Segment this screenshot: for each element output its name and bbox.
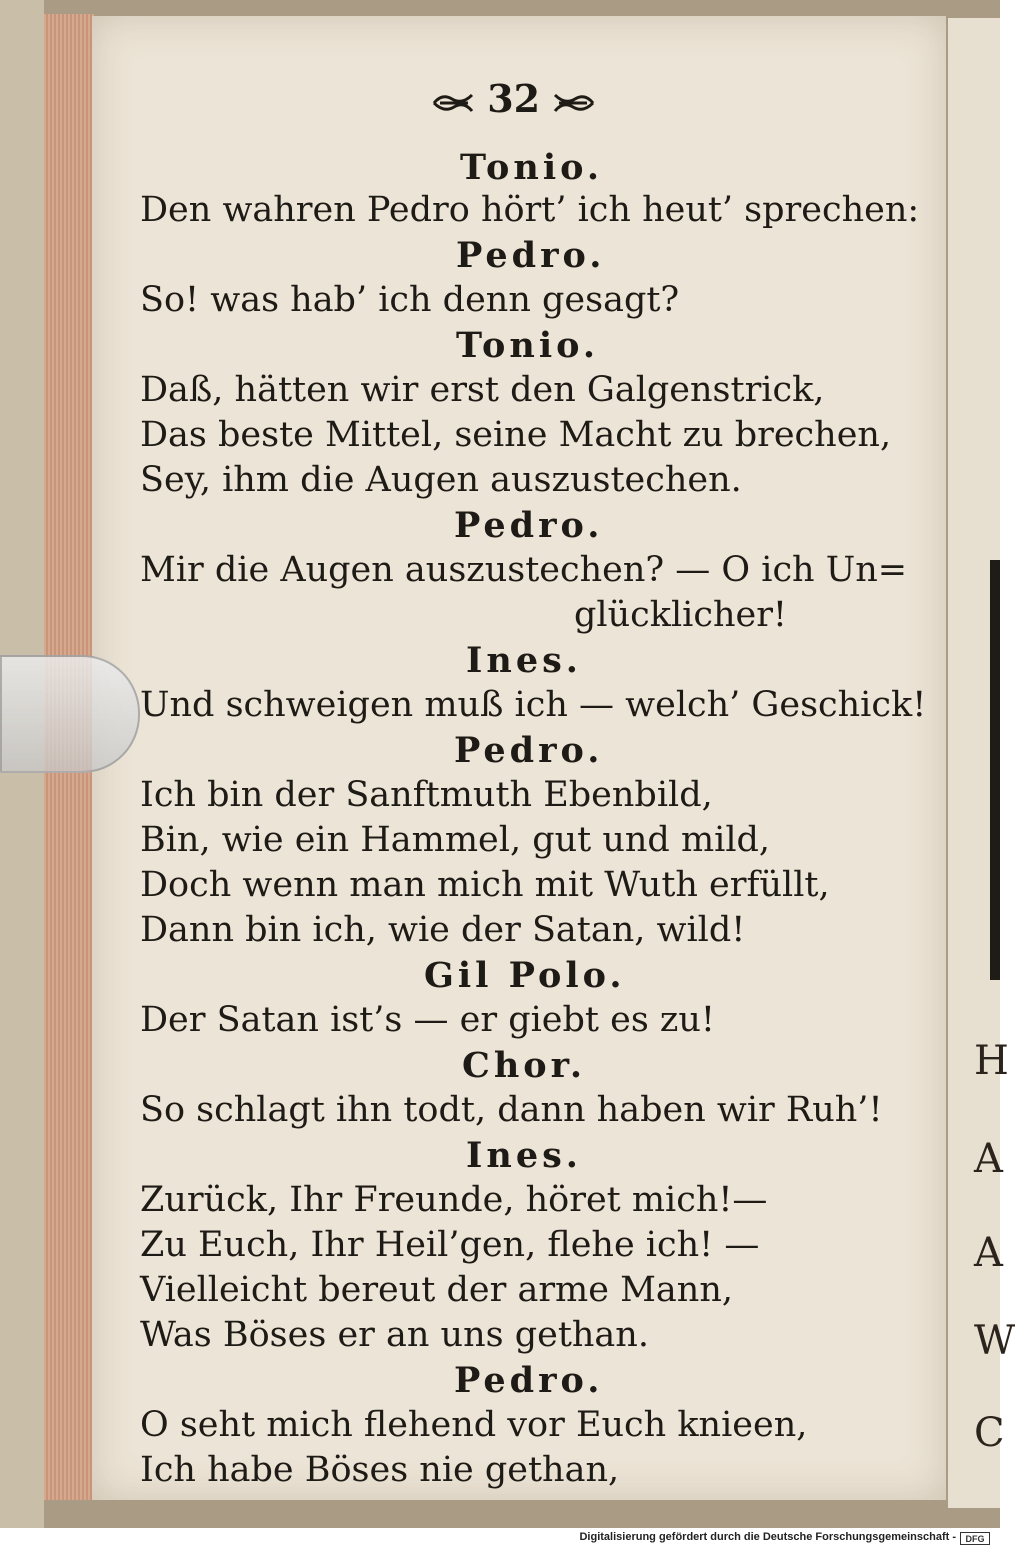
- speaker-name: Gil Polo.: [424, 955, 626, 996]
- page-header: [432, 76, 595, 121]
- speaker-name: Pedro.: [456, 235, 606, 276]
- speaker-name: Pedro.: [454, 1360, 604, 1401]
- page-text: [92, 16, 946, 1500]
- verse-continuation: glücklicher!: [574, 595, 787, 635]
- speaker-name: Ines.: [466, 640, 582, 681]
- facing-page-letter: W: [974, 1318, 1015, 1364]
- facing-page-letter: A: [974, 1230, 1003, 1276]
- verse-line: Zurück, Ihr Freunde, höret mich!—: [140, 1180, 768, 1220]
- verse-line: Ich bin der Sanftmuth Ebenbild,: [140, 775, 713, 815]
- verse-line: So! was hab’ ich denn gesagt?: [140, 280, 680, 320]
- speaker-name: Ines.: [466, 1135, 582, 1176]
- verse-line: Zu Euch, Ihr Heil’gen, flehe ich! —: [140, 1225, 760, 1265]
- verse-line: Sey, ihm die Augen auszustechen.: [140, 460, 742, 500]
- verse-line: Den wahren Pedro hört’ ich heut’ sprechen:: [140, 190, 920, 230]
- page-number: 32: [487, 76, 541, 121]
- verse-line: Vielleicht bereut der arme Mann,: [140, 1270, 734, 1310]
- ornament-right-icon: [553, 91, 595, 115]
- verse-line: So schlagt ihn todt, dann haben wir Ruh’!: [140, 1090, 883, 1130]
- speaker-name: Tonio.: [460, 147, 604, 188]
- verse-line: Doch wenn man mich mit Wuth erfüllt,: [140, 865, 830, 905]
- verse-line: Daß, hätten wir erst den Galgenstrick,: [140, 370, 825, 410]
- facing-page-letter: H: [974, 1038, 1009, 1084]
- facing-page-dark-strip: [990, 560, 1000, 980]
- verse-line: Dann bin ich, wie der Satan, wild!: [140, 910, 746, 950]
- speaker-name: Pedro.: [454, 505, 604, 546]
- verse-line: O seht mich flehend vor Euch knieen,: [140, 1405, 808, 1445]
- verse-line: Bin, wie ein Hammel, gut und mild,: [140, 820, 771, 860]
- speaker-name: Tonio.: [456, 325, 600, 366]
- dfg-logo[interactable]: DFG: [960, 1532, 990, 1545]
- footer-bar: [0, 1528, 1000, 1549]
- speaker-name: Pedro.: [454, 730, 604, 771]
- facing-page-letter: C: [974, 1410, 1005, 1456]
- verse-line: Der Satan ist’s — er giebt es zu!: [140, 1000, 715, 1040]
- ornament-left-icon: [432, 91, 474, 115]
- verse-line: Das beste Mittel, seine Macht zu brechen,: [140, 415, 892, 455]
- verse-line: Mir die Augen auszustechen? — O ich Un=: [140, 550, 908, 590]
- verse-line: Was Böses er an uns gethan.: [140, 1315, 649, 1355]
- verse-line: Ich habe Böses nie gethan,: [140, 1450, 620, 1490]
- verse-line: Und schweigen muß ich — welch’ Geschick!: [140, 685, 927, 725]
- speaker-name: Chor.: [462, 1045, 587, 1086]
- funding-notice: Digitalisierung gefördert durch die Deutsche Forschungsgemeinschaft -: [579, 1531, 956, 1543]
- facing-page-letter: A: [974, 1136, 1003, 1182]
